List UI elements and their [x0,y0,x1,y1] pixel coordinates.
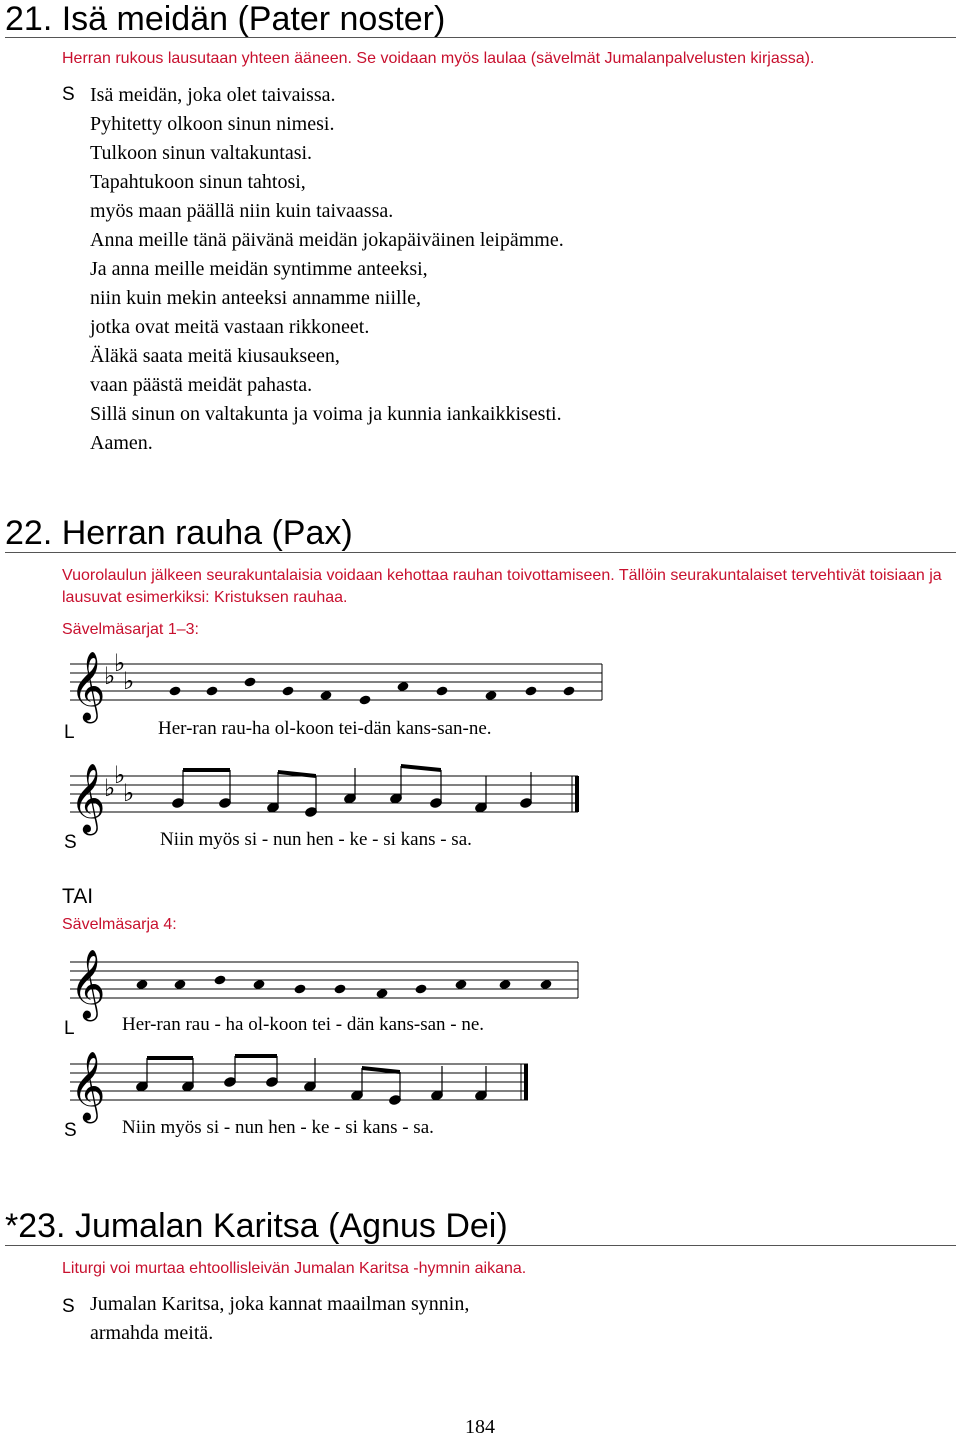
melody-series-1-3-label: Sävelmäsarjat 1–3: [62,621,199,638]
notes [171,764,532,818]
svg-text:♭: ♭ [104,662,116,690]
svg-text:♭: ♭ [114,761,126,789]
prayer-line: vaan päästä meidät pahasta. [90,374,313,396]
role-l: L [64,1018,75,1039]
prayer-line: Pyhitetty olkoon sinun nimesi. [90,113,335,135]
key-signature-flats-icon [104,761,134,807]
section-21-divider [5,37,956,38]
key-signature-flats-icon [104,649,134,695]
section-23-divider [5,1245,956,1246]
lyrics-line: Niin myös si - nun hen - ke - si kans - sa. [122,1117,434,1138]
prayer-line: Sillä sinun on valtakunta ja voima ja kunnia iankaikkisesti. [90,403,562,425]
prayer-line: Anna meille tänä päivänä meidän jokapäiväinen leipämme. [90,229,564,251]
svg-text:♭: ♭ [114,649,126,677]
section-21-title: 21. Isä meidän (Pater noster) [5,0,446,38]
prayer-line: Tulkoon sinun valtakuntasi. [90,142,313,164]
role-l: L [64,722,75,743]
svg-text:♭: ♭ [123,779,135,807]
alternative-label: TAI [62,885,94,908]
section-23-rubric: Liturgi voi murtaa ehtoollisleivän Jumalan Karitsa -hymnin aikana. [62,1260,527,1277]
role-s: S [64,832,77,853]
hymn-line: armahda meitä. [90,1322,214,1344]
melody-series-4-label: Sävelmäsarja 4: [62,916,177,933]
prayer-line: Isä meidän, joka olet taivaissa. [90,84,336,106]
page-number: 184 [465,1416,495,1438]
prayer-line: Aamen. [90,432,153,454]
svg-text:♭: ♭ [123,667,135,695]
prayer-line: niin kuin mekin anteeksi annamme niille, [90,287,422,309]
prayer-line: Ja anna meille meidän syntimme anteeksi, [90,258,428,280]
treble-clef-icon: 𝄞 [70,949,106,1019]
prayer-line: myös maan päällä niin kuin taivaassa. [90,200,394,222]
lyrics-line: Her-ran rau - ha ol-koon tei - dän kans-san - ne. [122,1014,485,1035]
prayer-line: Tapahtukoon sinun tahtosi, [90,171,306,193]
section-23-role: S [62,1296,75,1317]
treble-clef-icon: 𝄞 [70,1051,106,1121]
treble-clef-icon: 𝄞 [70,763,106,833]
section-23-title: *23. Jumalan Karitsa (Agnus Dei) [5,1207,508,1245]
lyrics-line: Her-ran rau-ha ol-koon tei-dän kans-san-ne. [158,718,492,739]
final-barline [524,1064,528,1100]
section-22-divider [5,552,956,553]
section-22-title: 22. Herran rauha (Pax) [5,514,353,552]
section-21-role: S [62,84,75,105]
treble-clef-icon: 𝄞 [70,651,106,721]
hymn-line: Jumalan Karitsa, joka kannat maailman synnin, [90,1293,470,1315]
music-staff-a-s [60,762,620,832]
lyrics-line: Niin myös si - nun hen - ke - si kans - sa. [160,829,472,850]
section-22-rubric: Vuorolaulun jälkeen seurakuntalaisia voidaan kehottaa rauhan toivottamiseen. Tällöin seurakuntalaiset tervehtivät toisiaan ja lausuvat esimerkiksi: Kristuksen rauhaa. [62,567,942,606]
section-21-rubric: Herran rukous lausutaan yhteen ääneen. Se voidaan myös laulaa (sävelmät Jumalanpalvelusten kirjassa). [62,50,815,67]
svg-text:♭: ♭ [104,774,116,802]
final-barline [575,776,579,812]
role-s: S [64,1120,77,1141]
prayer-line: Äläkä saata meitä kiusaukseen, [90,345,340,367]
section-23-text [90,1290,469,1348]
music-staff-b-l [60,948,600,1018]
prayer-line: jotka ovat meitä vastaan rikkoneet. [90,316,370,338]
section-21-text [90,81,564,458]
music-staff-b-s [60,1050,600,1120]
music-staff-a-l [60,650,620,720]
notes [135,974,552,999]
notes [135,1054,487,1106]
